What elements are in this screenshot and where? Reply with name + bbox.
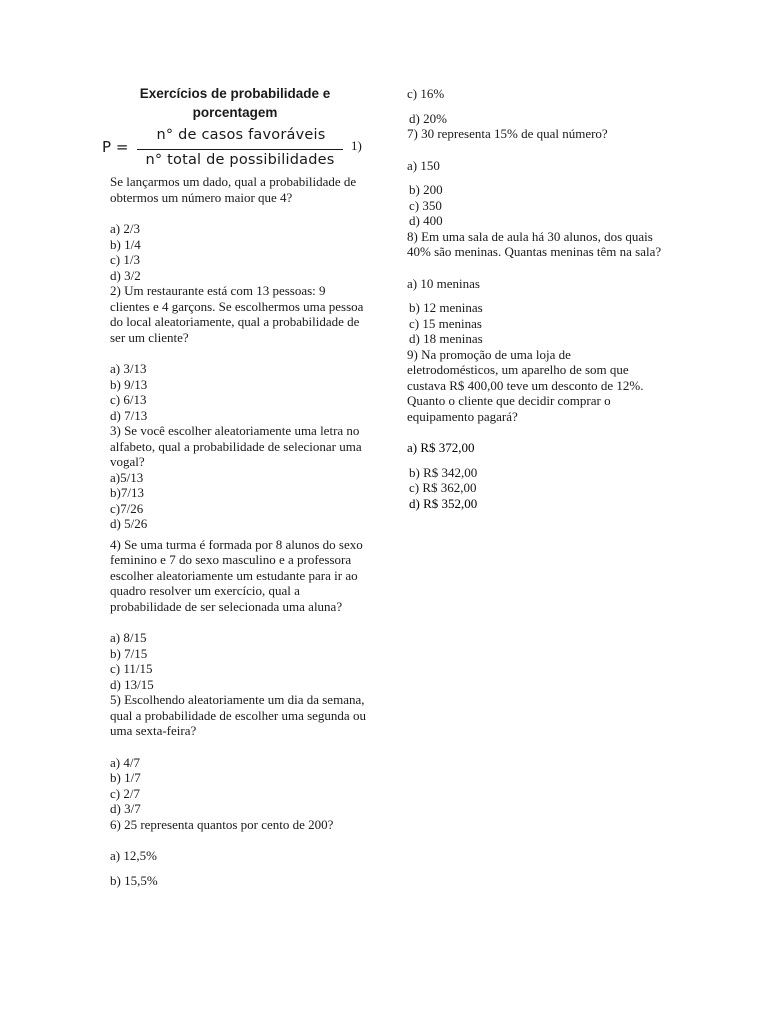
question-4-option-d: d) 13/15 (110, 676, 154, 692)
question-2-option-a: a) 3/13 (110, 361, 147, 376)
question-6-option-a: a) 12,5% (110, 848, 157, 863)
question-7-option-b: b) 200 (409, 182, 443, 197)
question-8-text: 8) Em uma sala de aula há 30 alunos, dos quais 40% são meninas. Quantas meninas têm na sala? (407, 228, 662, 259)
question-7-option-c: c) 350 (409, 197, 442, 213)
fraction-bar (137, 149, 343, 150)
question-3-option-d: d) 5/26 (110, 516, 148, 531)
question-3-option-c: c)7/26 (110, 500, 144, 516)
question-8-option-b: b) 12 meninas (409, 300, 483, 315)
question-5-option-d: d) 3/7 (110, 801, 141, 816)
question-3-option-a: a)5/13 (110, 469, 144, 485)
left-column (102, 84, 366, 888)
question-1-option-c: c) 1/3 (110, 252, 140, 267)
question-4-option-b: b) 7/15 (110, 645, 148, 661)
question-7-option-a: a) 150 (407, 157, 440, 173)
question-6-option-b: b) 15,5% (110, 872, 158, 888)
question-9-option-d: d) R$ 352,00 (409, 495, 478, 511)
question-9-option-a: a) R$ 372,00 (407, 440, 475, 455)
question-1-option-b: b) 1/4 (110, 236, 141, 252)
question-8-option-a: a) 10 meninas (407, 275, 480, 291)
question-4-text: 4) Se uma turma é formada por 8 alunos do sexo feminino e 7 do sexo masculino e a professora escolher aleatoriamente um estudante para ir ao quadro resolver um exercício, qual a probabilidade de ser selecionada uma aluna? (110, 536, 363, 614)
question-2-text: 2) Um restaurante está com 13 pessoas: 9 clientes e 4 garçons. Se escolhermos uma pessoa do local aleatoriamente, qual a probabilidade de ser um cliente? (110, 283, 364, 345)
question-5-option-a: a) 4/7 (110, 754, 140, 770)
question-9-text: 9) Na promoção de uma loja de eletrodomésticos, um aparelho de som que custava R$ 400,00 teve um desconto de 12%. Quanto o cliente que decidir comprar o equipamento pagará? (407, 346, 644, 424)
question-8-option-d: d) 18 meninas (409, 331, 483, 346)
question-7-option-d: d) 400 (409, 213, 443, 228)
question-3-text: 3) Se você escolher aleatoriamente uma letra no alfabeto, qual a probabilidade de selecionar uma vogal? (110, 423, 362, 469)
formula-numerator: n° de casos favoráveis (156, 127, 326, 143)
question-2-option-c: c) 6/13 (110, 392, 147, 407)
formula-denominator: n° total de possibilidades (145, 152, 335, 168)
question-9-option-c: c) R$ 362,00 (409, 480, 477, 495)
question-1-number: 1) (351, 138, 362, 153)
question-8-option-c: c) 15 meninas (409, 315, 482, 331)
question-1-text: Se lançarmos um dado, qual a probabilidade de obtermos um número maior que 4? (110, 174, 357, 205)
question-5-option-b: b) 1/7 (110, 770, 141, 785)
question-3-option-b: b)7/13 (110, 485, 144, 500)
question-6-text: 6) 25 representa quantos por cento de 200? (110, 816, 334, 832)
question-5-text: 5) Escolhendo aleatoriamente um dia da semana, qual a probabilidade de escolher uma segunda ou uma sexta-feira? (110, 692, 366, 738)
question-2-option-b: b) 9/13 (110, 376, 148, 392)
question-6-option-d: d) 20% (409, 110, 447, 126)
question-9-option-b: b) R$ 342,00 (409, 464, 478, 480)
question-4-option-c: c) 11/15 (110, 661, 153, 676)
question-4-option-a: a) 8/15 (110, 630, 147, 645)
probability-formula (102, 128, 372, 174)
question-6-option-c: c) 16% (407, 86, 445, 101)
document-title-line1: Exercícios de probabilidade e (139, 86, 331, 101)
question-5-option-c: c) 2/7 (110, 785, 140, 801)
question-1-option-a: a) 2/3 (110, 221, 140, 236)
question-2-option-d: d) 7/13 (110, 407, 148, 423)
right-column (407, 86, 663, 511)
question-7-text: 7) 30 representa 15% de qual número? (407, 126, 608, 141)
document-title-line2: porcentagem (192, 105, 278, 120)
formula-lhs: P = (102, 138, 129, 156)
question-1-option-d: d) 3/2 (110, 267, 141, 283)
